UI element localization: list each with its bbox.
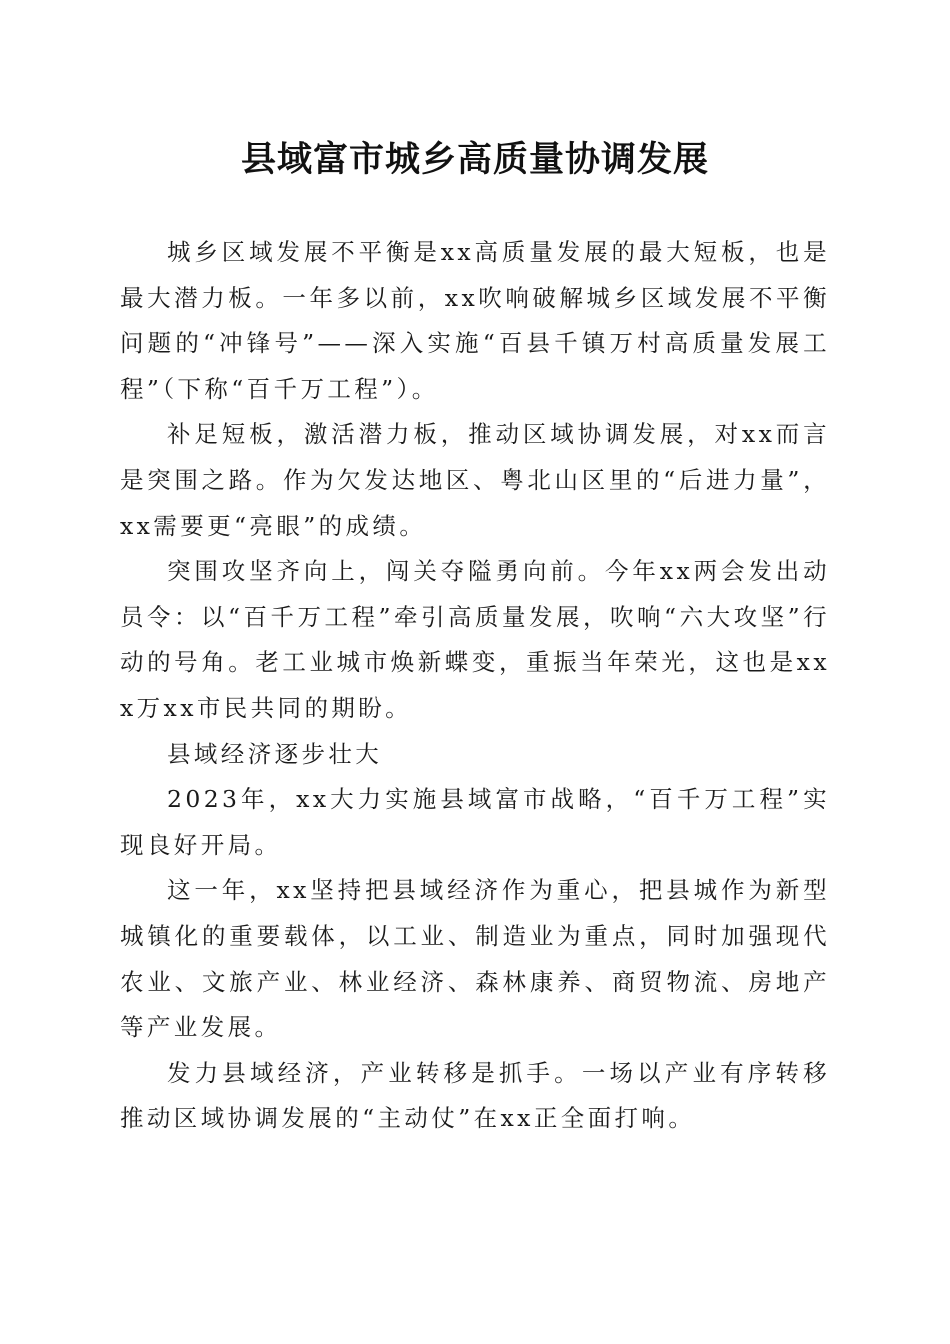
document-title: 县域富市城乡高质量协调发展	[240, 139, 709, 180]
paragraph-5: 这一年，xx坚持把县域经济作为重心，把县城作为新型城镇化的重要载体，以工业、制造业为重点，同时加强现代农业、文旅产业、林业经济、森林康养、商贸物流、房地产等产业发展。	[120, 876, 830, 1042]
paragraph-4: 2023年，xx大力实施县域富市战略，“百千万工程”实现良好开局。	[120, 785, 830, 859]
section-heading: 县域经济逐步壮大	[167, 739, 383, 768]
document-body	[120, 230, 830, 1142]
paragraph-1: 城乡区域发展不平衡是xx高质量发展的最大短板，也是最大潜力板。一年多以前，xx吹响破解城乡区域发展不平衡问题的“冲锋号”——深入实施“百县千镇万村高质量发展工程”（下称“百千万工程”）。	[120, 238, 830, 403]
paragraph-6: 发力县域经济，产业转移是抓手。一场以产业有序转移推动区域协调发展的“主动仗”在xx正全面打响。	[120, 1058, 830, 1133]
paragraph-3: 突围攻坚齐向上，闯关夺隘勇向前。今年xx两会发出动员令：以“百千万工程”牵引高质量发展，吹响“六大攻坚”行动的号角。老工业城市焕新蝶变，重振当年荣光，这也是xxx万xx市民共同的期盼。	[120, 557, 830, 722]
paragraph-2: 补足短板，激活潜力板，推动区域协调发展，对xx而言是突围之路。作为欠发达地区、粤北山区里的“后进力量”，xx需要更“亮眼”的成绩。	[120, 420, 830, 540]
